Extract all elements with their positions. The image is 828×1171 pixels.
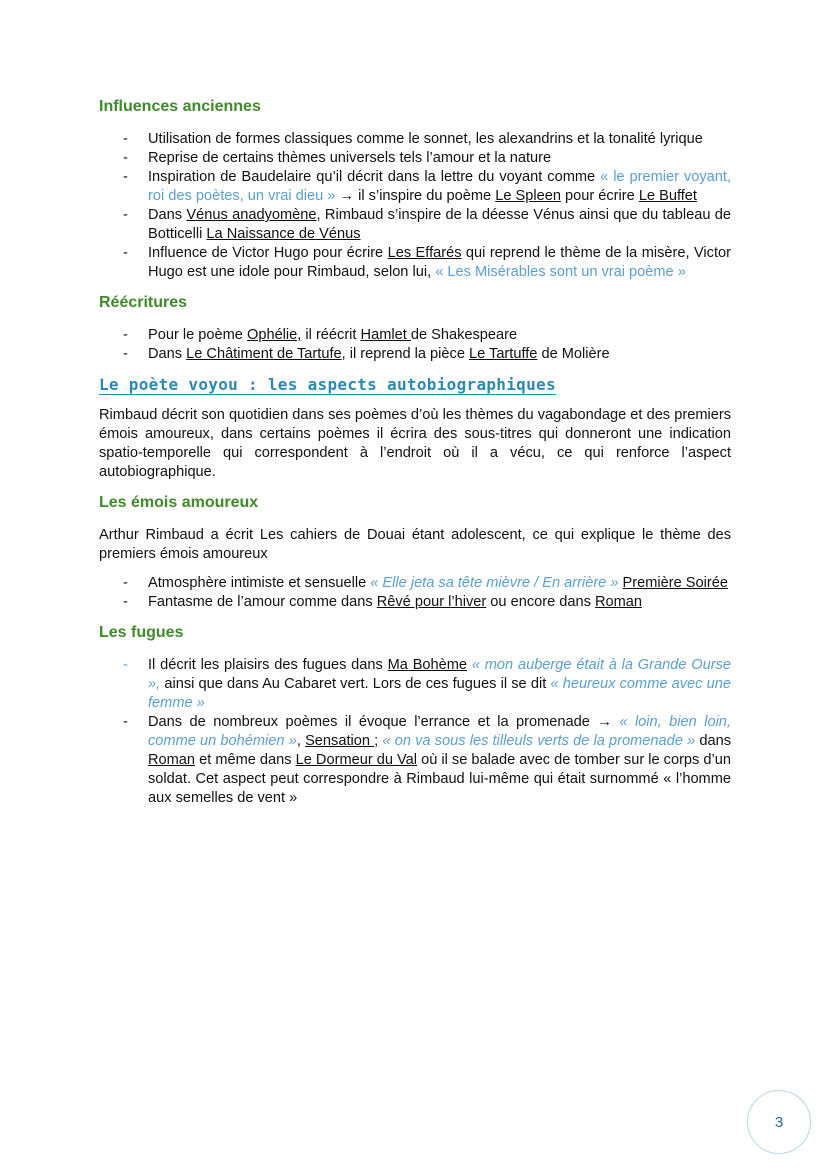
quote: « Les Misérables sont un vrai poème » bbox=[435, 264, 686, 280]
work-title: Le Châtiment de Tartufe bbox=[186, 346, 342, 362]
quote: « heureux comme avec une femme » bbox=[148, 676, 731, 711]
work-title: Sensation ; bbox=[305, 733, 379, 749]
list-item: - Dans Vénus anadyomène, Rimbaud s’inspire de la déesse Vénus ainsi que du tableau de Botticelli La Naissance de Vénus bbox=[123, 207, 732, 242]
list-item: - Dans Le Châtiment de Tartufe, il reprend la pièce Le Tartuffe de Molière bbox=[123, 346, 610, 362]
list-item: - Reprise de certains thèmes universels tels l’amour et la nature bbox=[123, 150, 552, 166]
work-title: Le Dormeur du Val bbox=[295, 752, 418, 768]
list-item: - Fantasme de l’amour comme dans Rêvé pour l’hiver ou encore dans Roman bbox=[123, 594, 643, 610]
work-title: Vénus anadyomène, bbox=[186, 207, 321, 223]
work-title: Le Tartuffe bbox=[469, 346, 538, 362]
list-item: - Inspiration de Baudelaire qu’il décrit dans la lettre du voyant comme « le premier voyant, roi des poètes, un vrai dieu » → il s’inspire du poème Le Spleen pour écrire Le Buffet bbox=[123, 169, 731, 204]
list-emois bbox=[99, 574, 731, 612]
work-title: Ophélie, bbox=[246, 327, 302, 343]
page-number: 3 bbox=[747, 1090, 811, 1154]
work-title: Le Buffet bbox=[638, 188, 697, 204]
list-item: - Influence de Victor Hugo pour écrire Les Effarés qui reprend le thème de la misère, Victor Hugo est une idole pour Rimbaud, selon lui, « Les Misérables sont un vrai poème » bbox=[123, 245, 732, 280]
quote: « le premier voyant, roi des poètes, un vrai dieu » bbox=[148, 169, 731, 204]
work-title: La Naissance de Vénus bbox=[206, 226, 361, 242]
heading-influences: Influences anciennes bbox=[99, 98, 261, 115]
work-title: Les Effarés bbox=[387, 245, 462, 261]
heading-poete-voyou: Le poète voyou : les aspects autobiographiques bbox=[99, 375, 556, 394]
work-title: Première Soirée bbox=[622, 575, 728, 591]
list-item: - Utilisation de formes classiques comme le sonnet, les alexandrins et la tonalité lyrique bbox=[123, 131, 703, 147]
list-item: - Pour le poème Ophélie, il réécrit Hamlet de Shakespeare bbox=[123, 327, 518, 343]
quote: « mon auberge était à la Grande Ourse », bbox=[148, 657, 731, 692]
work-title: Roman bbox=[594, 594, 643, 610]
work-title: Roman bbox=[148, 752, 196, 768]
list-item: - Atmosphère intimiste et sensuelle « Elle jeta sa tête mièvre / En arrière » Première Soirée bbox=[123, 575, 728, 591]
page-content bbox=[99, 96, 731, 818]
work-title: Rêvé pour l’hiver bbox=[376, 594, 487, 610]
quote: « loin, bien loin, comme un bohémien » bbox=[148, 714, 731, 749]
work-title: Ma Bohème bbox=[387, 657, 468, 673]
heading-fugues: Les fugues bbox=[99, 624, 184, 641]
list-item: - Dans de nombreux poèmes il évoque l’errance et la promenade → « loin, bien loin, comme un bohémien », Sensation ; « on va sous les tilleuls verts de la promenade » dans Roman et même dans Le Dormeur du Val où il se balade avec de tomber sur le corps d’un soldat. Cet aspect peut correspondre à Rimbaud lui-même qui était surnommé « l’homme aux semelles de vent » bbox=[123, 714, 731, 806]
paragraph-emois: Arthur Rimbaud a écrit Les cahiers de Douai étant adolescent, ce qui explique le thème des premiers émois amoureux bbox=[99, 527, 731, 562]
list-influences bbox=[99, 130, 731, 282]
list-item: - Il décrit les plaisirs des fugues dans Ma Bohème « mon auberge était à la Grande Ourse », ainsi que dans Au Cabaret vert. Lors de ces fugues il se dit « heureux comme avec une femme » bbox=[123, 657, 731, 711]
quote: « Elle jeta sa tête mièvre / En arrière » bbox=[370, 575, 619, 591]
paragraph-poete: Rimbaud décrit son quotidien dans ses poèmes d’où les thèmes du vagabondage et des premiers émois amoureux, dans certains poèmes il écrira des sous-titres qui donneront une indication spatio-temporelle qui correspondent à l’endroit où il a vécu, ce qui renforce l’aspect autobiographique. bbox=[99, 407, 731, 480]
work-title: Le Spleen bbox=[495, 188, 561, 204]
heading-reecritures: Réécritures bbox=[99, 294, 188, 311]
heading-emois: Les émois amoureux bbox=[99, 494, 259, 511]
list-reecritures bbox=[99, 326, 731, 364]
list-fugues bbox=[99, 656, 731, 808]
work-title: Hamlet bbox=[360, 327, 411, 343]
quote: « on va sous les tilleuls verts de la promenade » bbox=[382, 733, 696, 749]
